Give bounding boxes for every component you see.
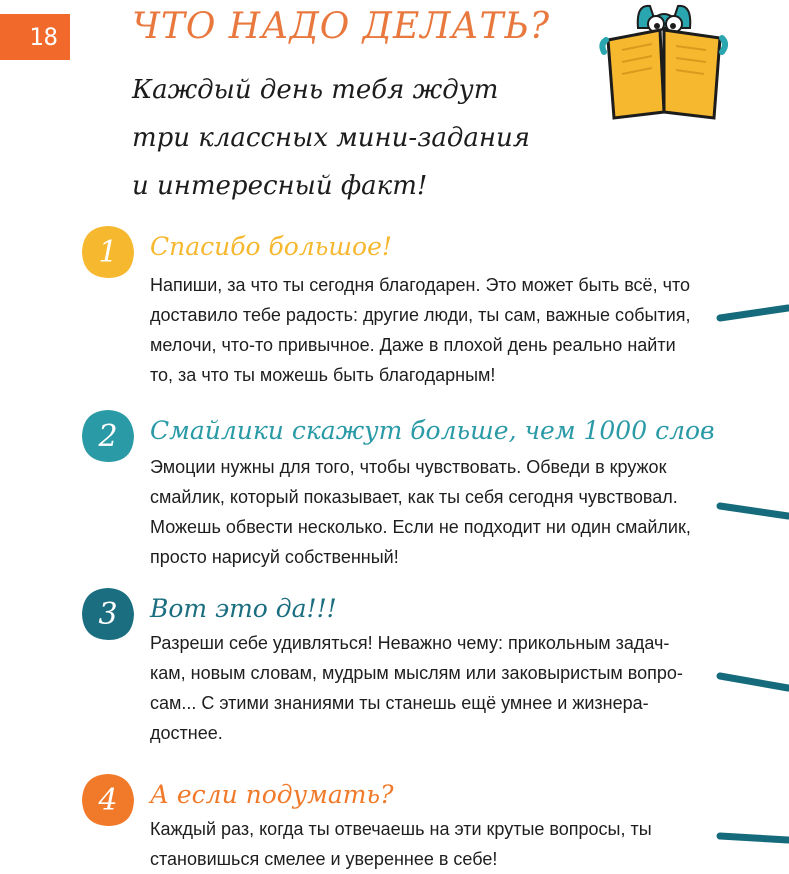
intro-line: три классных мини-задания <box>132 123 530 153</box>
section-title: Вот это да!!! <box>150 594 337 623</box>
decorative-line <box>716 500 789 524</box>
owl-reading-book-icon <box>598 0 728 140</box>
decorative-line <box>716 670 789 694</box>
body-line: достнее. <box>150 723 223 743</box>
page-number: 18 <box>29 23 58 51</box>
section-title: Спасибо большое! <box>150 232 392 261</box>
page-number-tab <box>0 14 70 60</box>
page-title: ЧТО НАДО ДЕЛАТЬ? <box>132 6 551 47</box>
intro-line: и интересный факт! <box>132 171 428 201</box>
section-title: Смайлики скажут больше, чем 1000 слов <box>150 416 715 445</box>
intro-line: Каждый день тебя ждут <box>132 75 499 105</box>
body-line: смайлик, который показывает, как ты себя сегодня чувствовал. <box>150 487 678 507</box>
badge-number: 4 <box>98 782 118 818</box>
number-badge <box>80 586 136 642</box>
body-line: кам, новым словам, мудрым мыслям или заковыристым вопро- <box>150 663 683 683</box>
section-body <box>150 628 710 748</box>
badge-number: 2 <box>98 418 118 454</box>
section-title: А если подумать? <box>150 780 394 809</box>
body-line: Напиши, за что ты сегодня благодарен. Это может быть всё, что <box>150 275 690 295</box>
body-line: то, за что ты можешь быть благодарным! <box>150 365 496 385</box>
body-line: доставило тебе радость: другие люди, ты сам, важные события, <box>150 305 691 325</box>
section-body <box>150 270 710 390</box>
body-line: Эмоции нужны для того, чтобы чувствовать. Обведи в кружок <box>150 457 667 477</box>
body-line: Разреши себе удивляться! Неважно чему: прикольным задач- <box>150 633 670 653</box>
body-line: просто нарисуй собственный! <box>150 547 399 567</box>
decorative-line <box>716 302 789 326</box>
body-line: становишься смелее и увереннее в себе! <box>150 849 498 869</box>
number-badge <box>80 772 136 828</box>
badge-number: 1 <box>98 234 118 270</box>
number-badge <box>80 224 136 280</box>
section-body <box>150 814 710 874</box>
decorative-line <box>716 824 789 848</box>
section-body <box>150 452 710 572</box>
badge-number: 3 <box>98 596 118 632</box>
number-badge <box>80 408 136 464</box>
body-line: мелочи, что-то привычное. Даже в плохой день реально найти <box>150 335 676 355</box>
body-line: Каждый раз, когда ты отвечаешь на эти крутые вопросы, ты <box>150 819 652 839</box>
body-line: сам... С этими знаниями ты станешь ещё умнее и жизнера- <box>150 693 649 713</box>
body-line: Можешь обвести несколько. Если не подходит ни один смайлик, <box>150 517 691 537</box>
intro-text <box>132 66 572 210</box>
